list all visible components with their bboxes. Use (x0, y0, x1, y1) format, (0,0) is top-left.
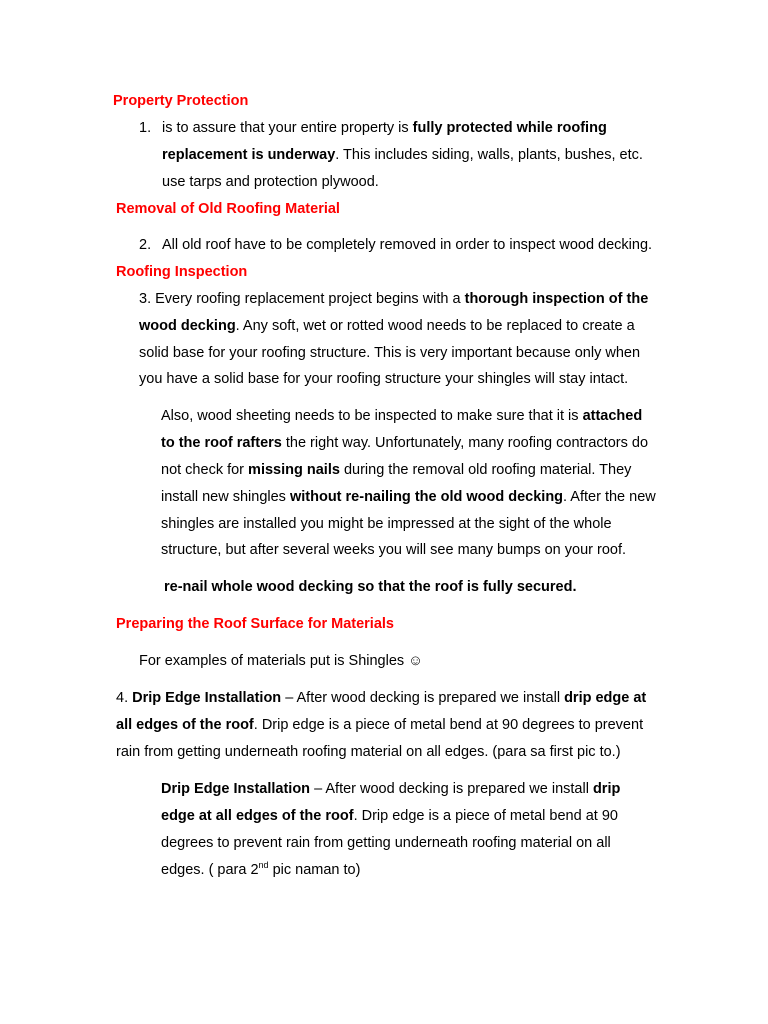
item2-text: All old roof have to be completely removed in order to inspect wood decking. (162, 237, 653, 253)
bold-run: re-nail whole wood decking so that the roof is fully secured. (164, 579, 577, 595)
bold-run: thorough inspection of the (464, 291, 649, 307)
item3-line2 (139, 318, 635, 334)
heading-property-protection: Property Protection (113, 93, 249, 109)
bold-run: wood decking (139, 318, 236, 334)
heading-preparing: Preparing the Roof Surface for Materials (116, 616, 394, 632)
bold-run: replacement is underway (162, 147, 336, 163)
also-line1 (161, 408, 642, 424)
text-run: . After the new (563, 489, 656, 505)
item4-line3: rain from getting underneath roofing material on all edges. (para sa first pic to.) (116, 744, 621, 760)
superscript: nd (258, 860, 269, 870)
drip2-line4 (161, 862, 360, 878)
item1-line2 (162, 147, 643, 163)
bold-run: drip (592, 781, 621, 797)
text-run: 4. (116, 690, 133, 706)
also-line3 (161, 462, 631, 478)
heading-inspection: Roofing Inspection (116, 264, 248, 280)
item1-line1 (162, 120, 607, 136)
text-run: – After wood decking is prepared we install (310, 781, 593, 797)
text-run: . Any soft, wet or rotted wood needs to be replaced to create a (235, 318, 635, 334)
text-run: . Drip edge is a piece of metal bend at 90 (353, 808, 618, 824)
also-line2 (161, 435, 648, 451)
drip2-line2 (161, 808, 618, 824)
item4-line2 (116, 717, 643, 733)
item4-line1 (116, 690, 646, 706)
item3-line4: you have a solid base for your roofing structure your shingles will stay intact. (139, 371, 629, 387)
text-run: Also, wood sheeting needs to be inspected to make sure that it is (161, 408, 583, 424)
text-run: pic naman to) (268, 862, 361, 878)
bold-run: edge at all edges of the roof (161, 808, 354, 824)
text-run: not check for (161, 462, 249, 478)
also-line5: shingles are installed you might be impressed at the sight of the whole (161, 516, 612, 532)
bold-run: missing nails (248, 462, 340, 478)
bold-run: fully protected while roofing (412, 120, 607, 136)
bold-run: to the roof rafters (161, 435, 282, 451)
text-run: – After wood decking is prepared we install (281, 690, 565, 706)
text-run: edges. ( para 2 (161, 862, 259, 878)
bold-run: Drip Edge Installation (132, 690, 282, 706)
text-run: install new shingles (161, 489, 290, 505)
text-run: . This includes siding, walls, plants, bushes, etc. (335, 147, 643, 163)
examples-line: For examples of materials put is Shingles ☺ (139, 653, 423, 669)
drip2-line1 (161, 781, 620, 797)
renail-line (164, 579, 577, 595)
bold-run: all edges of the roof (116, 717, 254, 733)
also-line6: structure, but after several weeks you will see many bumps on your roof. (161, 542, 627, 558)
item3-line1 (139, 291, 648, 307)
item1-number: 1. (139, 120, 152, 136)
also-line4 (161, 489, 656, 505)
bold-run: drip edge at (564, 690, 647, 706)
text-run: is to assure that your entire property is (162, 120, 413, 136)
heading-removal: Removal of Old Roofing Material (116, 201, 340, 217)
text-run: during the removal old roofing material. They (339, 462, 632, 478)
bold-run: Drip Edge Installation (161, 781, 311, 797)
item2-number: 2. (139, 237, 152, 253)
text-run: . Drip edge is a piece of metal bend at 90 degrees to prevent (253, 717, 644, 733)
bold-run: without re-nailing the old wood decking (289, 489, 564, 505)
drip2-line3: degrees to prevent rain from getting underneath roofing material on all (161, 835, 611, 851)
item3-line3: solid base for your roofing structure. This is very important because only when (139, 345, 641, 361)
item1-line3: use tarps and protection plywood. (162, 174, 379, 190)
text-run: the right way. Unfortunately, many roofing contractors do (281, 435, 649, 451)
text-run: 3. Every roofing replacement project begins with a (139, 291, 465, 307)
bold-run: attached (582, 408, 643, 424)
